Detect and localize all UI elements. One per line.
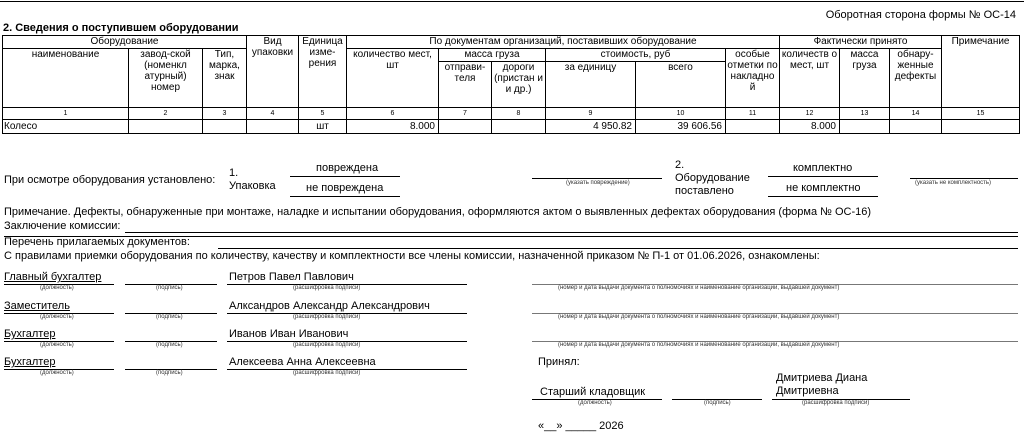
- header-cargo-mass: масса груза: [439, 48, 546, 61]
- section-title: 2. Сведения о поступившем оборудовании: [3, 22, 239, 34]
- cell-special-marks: [726, 119, 780, 133]
- packaging-label: Упаковка: [229, 180, 276, 192]
- decoding-caption: (расшифровка подписи): [293, 370, 361, 376]
- authority-caption: (номер и дата выдачи документа о полномочиях и наименование организации, выдавшей документ): [558, 285, 840, 291]
- cell-defects: [890, 119, 942, 133]
- position-caption: (должность): [40, 342, 74, 348]
- column-number: 5: [299, 107, 347, 119]
- column-number: 2: [129, 107, 203, 119]
- cell-packaging: [247, 119, 299, 133]
- familiarized-text: С правилами приемки оборудования по количеству, качеству и комплектности все члены комиссии, назначенной приказом № П-1 от 01.06.2026, ознакомлены:: [4, 250, 820, 262]
- signature-caption: (подпись): [156, 314, 183, 320]
- inspection-label: При осмотре оборудования установлено:: [4, 174, 216, 186]
- equipment-table: [2, 21, 1020, 134]
- cell-mass-actual: [840, 119, 890, 133]
- header-special-marks: особые отметки по накладно й: [726, 48, 780, 107]
- cell-factory-number: [129, 119, 203, 133]
- signature-caption: (подпись): [704, 400, 731, 406]
- header-name: наименование: [3, 48, 129, 107]
- accepted-name-line-1: Дмитриева Диана: [776, 372, 868, 384]
- column-number: 12: [780, 107, 840, 119]
- accepted-name-line-2: Дмитриевна: [776, 385, 839, 397]
- conclusion-label: Заключение комиссии:: [4, 220, 121, 232]
- note-text: Примечание. Дефекты, обнаруженные при монтаже, наладке и испытании оборудования, оформляются актом о выявленных дефектах оборудования (форма № ОС-16): [4, 206, 872, 218]
- signature-caption: (подпись): [156, 370, 183, 376]
- member-position: Главный бухгалтер: [4, 271, 102, 283]
- cell-sender-mass: [439, 119, 492, 133]
- decoding-caption: (расшифровка подписи): [293, 314, 361, 320]
- packaging-damaged: повреждена: [316, 162, 379, 174]
- header-factory-number: завод-ской (номенкл атурный) номер: [129, 48, 203, 107]
- header-cost: стоимость, руб: [546, 48, 726, 61]
- header-defects: обнару-женные дефекты: [890, 48, 942, 107]
- column-number: 13: [840, 107, 890, 119]
- column-number: 14: [890, 107, 942, 119]
- decoding-caption: (расшифровка подписи): [293, 342, 361, 348]
- equipment-label-2: поставлено: [675, 185, 734, 197]
- cell-type-brand: [203, 119, 247, 133]
- attached-docs-label: Перечень прилагаемых документов:: [4, 236, 190, 248]
- accepted-label: Принял:: [538, 356, 580, 368]
- packaging-not-damaged: не повреждена: [306, 182, 384, 194]
- authority-caption: (номер и дата выдачи документа о полномочиях и наименование организации, выдавшей документ): [558, 342, 840, 348]
- header-packaging: Вид упаковки: [247, 35, 299, 107]
- position-caption: (должность): [40, 285, 74, 291]
- column-number: 10: [636, 107, 726, 119]
- position-caption: (должность): [578, 400, 612, 406]
- member-position: Заместитель: [4, 300, 70, 312]
- damage-hint: (указать повреждение): [566, 180, 630, 186]
- header-places-count: количество мест, шт: [347, 48, 439, 107]
- signature-caption: (подпись): [156, 342, 183, 348]
- cell-unit: шт: [299, 119, 347, 133]
- decoding-caption: (расшифровка подписи): [802, 400, 870, 406]
- cell-name: Колесо: [3, 119, 129, 133]
- bottom-date-partial: «__» _____ 2026: [538, 420, 624, 432]
- column-number: 3: [203, 107, 247, 119]
- header-equipment: Оборудование: [3, 35, 247, 48]
- column-number: 15: [942, 107, 1020, 119]
- position-caption: (должность): [40, 314, 74, 320]
- signature-caption: (подпись): [156, 285, 183, 291]
- column-number: 9: [546, 107, 636, 119]
- member-name: Алексеева Анна Алексеевна: [229, 356, 376, 368]
- column-number: 6: [347, 107, 439, 119]
- column-number: 8: [492, 107, 546, 119]
- header-per-unit: за единицу: [546, 61, 636, 107]
- header-places-actual: количеств о мест, шт: [780, 48, 840, 107]
- header-road: дороги (пристан и и др.): [492, 61, 546, 107]
- member-position: Бухгалтер: [4, 356, 56, 368]
- position-caption: (должность): [40, 370, 74, 376]
- header-cargo-mass-actual: масса груза: [840, 48, 890, 107]
- form-caption: Оборотная сторона формы № ОС-14: [825, 9, 1016, 21]
- equipment-number: 2.: [675, 159, 685, 171]
- cell-places-actual: 8.000: [780, 119, 840, 133]
- equipment-label-1: Оборудование: [675, 172, 750, 184]
- header-type-brand: Тип, марка, знак: [203, 48, 247, 107]
- cell-places: 8.000: [347, 119, 439, 133]
- accepted-position: Старший кладовщик: [540, 386, 646, 398]
- authority-caption: (номер и дата выдачи документа о полномочиях и наименование организации, выдавшей документ): [558, 314, 840, 320]
- equipment-complete: комплектно: [793, 162, 853, 174]
- table-row: [3, 119, 1020, 133]
- member-name: Петров Павел Павлович: [229, 271, 354, 283]
- equipment-incomplete: не комплектно: [786, 182, 861, 194]
- column-number: 4: [247, 107, 299, 119]
- decoding-caption: (расшифровка подписи): [293, 285, 361, 291]
- column-number: 7: [439, 107, 492, 119]
- cell-note: [942, 119, 1020, 133]
- header-by-documents: По документам организаций, поставивших оборудование: [347, 35, 780, 48]
- incomplete-hint: (указать не комплектность): [915, 180, 992, 186]
- packaging-number: 1.: [229, 167, 239, 179]
- member-name: Иванов Иван Иванович: [229, 328, 349, 340]
- header-actually-received: Фактически принято: [780, 35, 942, 48]
- header-unit: Единица изме-рения: [299, 35, 347, 107]
- cell-road-mass: [492, 119, 546, 133]
- member-position: Бухгалтер: [4, 328, 56, 340]
- column-number: 1: [3, 107, 129, 119]
- column-number: 11: [726, 107, 780, 119]
- header-sender: отправи-теля: [439, 61, 492, 107]
- cell-price: 4 950.82: [546, 119, 636, 133]
- header-total: всего: [636, 61, 726, 107]
- header-note: Примечание: [942, 35, 1020, 107]
- member-name: Алксандров Александр Александрович: [229, 300, 430, 312]
- cell-total: 39 606.56: [636, 119, 726, 133]
